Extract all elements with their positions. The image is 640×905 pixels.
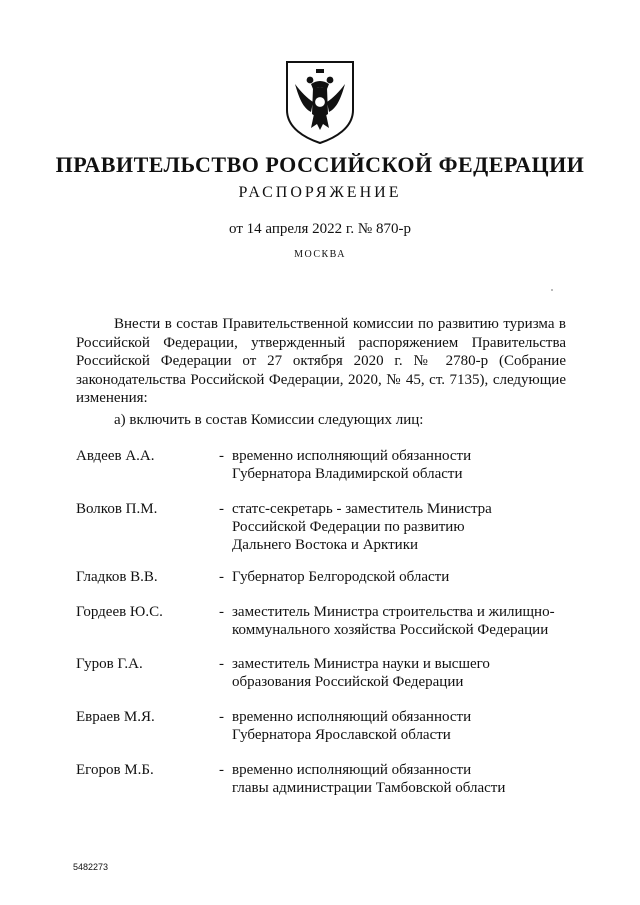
member-role-line: Российской Федерации по развитию [232,519,465,535]
document-type: РАСПОРЯЖЕНИЕ [238,184,402,201]
member-role-line: заместитель Министра строительства и жилищно- [232,604,555,620]
member-role [232,761,572,797]
member-name: Волков П.М. [76,501,158,517]
member-role [232,708,572,744]
member-role-line: коммунального хозяйства Российской Федерации [232,622,549,638]
member-role-line: главы администрации Тамбовской области [232,780,506,796]
member-dash: - [219,448,224,464]
member-role-line: временно исполняющий обязанности [232,709,472,725]
member-dash: - [219,762,224,778]
coat-of-arms-emblem [283,58,357,146]
item-a-text: а) включить в состав Комиссии следующих лиц: [114,412,424,428]
member-role-line: Губернатор Белгородской области [232,569,450,585]
member-role-line: заместитель Министра науки и высшего [232,656,490,672]
intro-text: Внести в состав Правительственной комиссии по развитию туризма в Российской Федерации, утвержденный распоряжением Правительства Российской Федерации от 27 октября 2020 г. № 2780-р (Собрание законодательства Российской Федерации, 2020, № 45, ст. 7135), следующие изменения: [76,316,566,406]
member-dash: - [219,569,224,585]
member-role-line: Губернатора Ярославской области [232,727,451,743]
member-name: Гордеев Ю.С. [76,604,163,620]
member-name: Гладков В.В. [76,569,158,585]
government-title: ПРАВИТЕЛЬСТВО РОССИЙСКОЙ ФЕДЕРАЦИИ [55,152,585,177]
member-role [232,500,572,554]
member-role [232,655,572,691]
document-code: 5482273 [73,862,109,872]
member-role [232,568,572,586]
member-dash: - [219,501,224,517]
member-dash: - [219,709,224,725]
document-city: МОСКВА [294,249,346,260]
member-role [232,447,572,483]
member-role-line: Дальнего Востока и Арктики [232,537,419,553]
member-role-line: временно исполняющий обязанности [232,762,472,778]
scan-speck [551,289,553,291]
member-name: Евраев М.Я. [76,709,155,725]
document-date-number: от 14 апреля 2022 г. № 870-р [229,221,411,237]
member-name: Гуров Г.А. [76,656,143,672]
member-role-line: статс-секретарь - заместитель Министра [232,501,492,517]
intro-paragraph [76,315,566,408]
member-role-line: Губернатора Владимирской области [232,466,463,482]
member-name: Авдеев А.А. [76,448,155,464]
member-role-line: образования Российской Федерации [232,674,464,690]
member-name: Егоров М.Б. [76,762,154,778]
member-dash: - [219,604,224,620]
member-role-line: временно исполняющий обязанности [232,448,472,464]
member-dash: - [219,656,224,672]
member-role [232,603,572,639]
